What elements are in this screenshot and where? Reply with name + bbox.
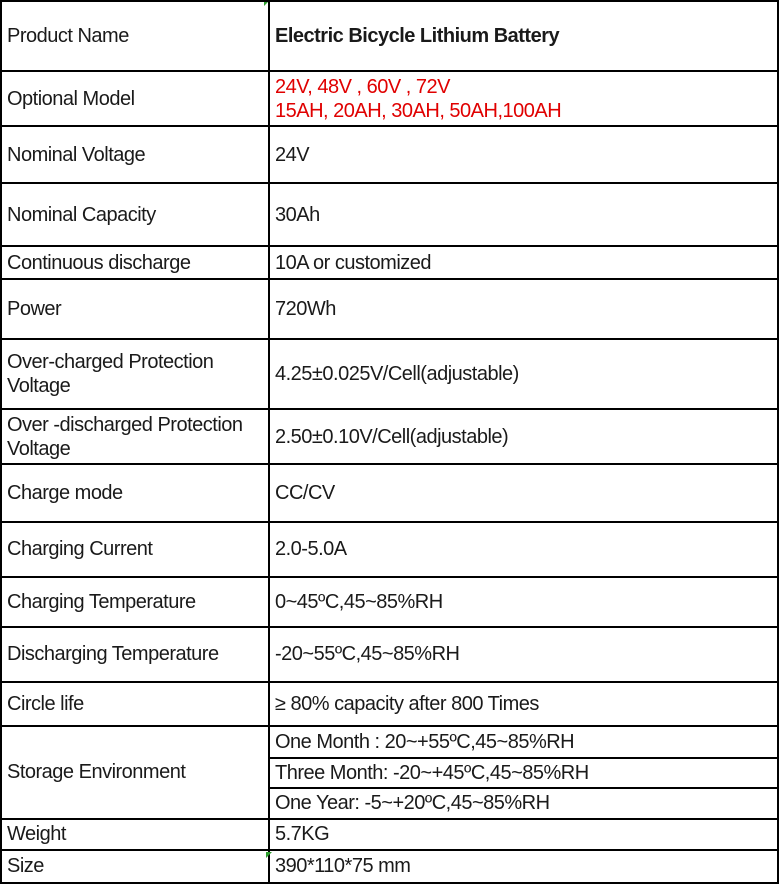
table-row-storage-1	[1, 726, 778, 758]
table-row	[1, 627, 778, 682]
table-row	[1, 279, 778, 339]
row-value: 30Ah	[269, 183, 778, 246]
table-row	[1, 246, 778, 279]
table-row	[1, 522, 778, 577]
table-row	[1, 126, 778, 183]
row-label: Charge mode	[1, 464, 269, 521]
table-row-optional-model	[1, 71, 778, 126]
row-value: 4.25±0.025V/Cell(adjustable)	[269, 339, 778, 409]
row-label: Discharging Temperature	[1, 627, 269, 682]
row-value: 0~45ºC,45~85%RH	[269, 577, 778, 627]
storage-value: Three Month: -20~+45ºC,45~85%RH	[269, 758, 778, 788]
corner-marker-bottom	[266, 852, 272, 858]
table-row	[1, 183, 778, 246]
row-label: Power	[1, 279, 269, 339]
storage-value: One Month : 20~+55ºC,45~85%RH	[269, 726, 778, 758]
table-row	[1, 409, 778, 464]
row-value: ≥ 80% capacity after 800 Times	[269, 682, 778, 726]
row-label: Circle life	[1, 682, 269, 726]
row-value: 390*110*75 mm	[269, 850, 778, 883]
row-value: 5.7KG	[269, 819, 778, 850]
row-value: 10A or customized	[269, 246, 778, 279]
row-label: Nominal Capacity	[1, 183, 269, 246]
table-row-size	[1, 850, 778, 883]
row-label: Product Name	[1, 1, 269, 71]
row-label: Continuous discharge	[1, 246, 269, 279]
row-label: Storage Environment	[1, 726, 269, 819]
product-name-value: Electric Bicycle Lithium Battery	[269, 1, 778, 71]
row-value: 720Wh	[269, 279, 778, 339]
row-label: Optional Model	[1, 71, 269, 126]
row-value: -20~55ºC,45~85%RH	[269, 627, 778, 682]
table-row-weight	[1, 819, 778, 850]
optional-capacities: 15AH, 20AH, 30AH, 50AH,100AH	[275, 99, 562, 122]
row-label: Over-charged Protection Voltage	[1, 339, 269, 409]
table-row	[1, 682, 778, 726]
row-label: Size	[1, 850, 269, 883]
row-label: Nominal Voltage	[1, 126, 269, 183]
row-value: CC/CV	[269, 464, 778, 521]
optional-model-value	[269, 71, 778, 126]
table-row	[1, 577, 778, 627]
table-row	[1, 339, 778, 409]
row-label: Over -discharged Protection Voltage	[1, 409, 269, 464]
row-label: Weight	[1, 819, 269, 850]
row-value: 2.0-5.0A	[269, 522, 778, 577]
table-row-product-name	[1, 1, 778, 71]
optional-voltages: 24V, 48V , 60V , 72V	[275, 75, 450, 98]
row-label: Charging Current	[1, 522, 269, 577]
row-label: Charging Temperature	[1, 577, 269, 627]
storage-value: One Year: -5~+20ºC,45~85%RH	[269, 788, 778, 819]
row-value: 2.50±0.10V/Cell(adjustable)	[269, 409, 778, 464]
table-row	[1, 464, 778, 521]
row-value: 24V	[269, 126, 778, 183]
